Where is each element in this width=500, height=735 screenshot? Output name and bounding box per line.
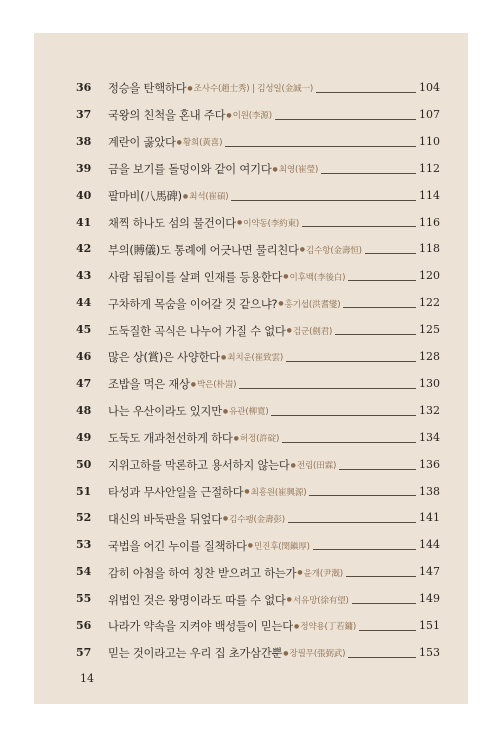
toc-entry[interactable] [34, 398, 468, 425]
bullet-icon: ● [297, 569, 303, 577]
entry-title: 감히 아첨을 하여 칭찬 받으려고 하는가 [108, 566, 297, 580]
entry-number: 42 [76, 242, 92, 256]
entry-number: 52 [76, 511, 92, 525]
leader-line [346, 576, 416, 577]
entry-text [108, 344, 418, 371]
entry-number: 53 [76, 538, 92, 552]
bullet-icon: ● [190, 380, 197, 388]
entry-page-number: 141 [419, 511, 440, 525]
toc-entry[interactable] [34, 613, 468, 640]
toc-entry[interactable] [34, 425, 468, 452]
entry-title: 정승을 탄핵하다 [108, 82, 187, 96]
entry-text [108, 371, 418, 398]
entry-title: 타성과 무사안일을 근절하다 [108, 485, 244, 499]
entry-title: 금을 보기를 돌덩이와 같이 여기다 [108, 163, 272, 177]
entry-number: 41 [76, 215, 92, 229]
leader-line [309, 495, 416, 496]
entry-text [108, 156, 418, 183]
entry-title: 국법을 어긴 누이를 질책하다 [108, 539, 247, 553]
leader-line [335, 334, 416, 335]
bullet-icon: ● [283, 273, 289, 281]
leader-line [313, 549, 416, 550]
entry-page-number: 147 [419, 565, 440, 579]
leader-line [348, 657, 416, 658]
entry-number: 36 [76, 81, 92, 94]
entry-number: 44 [76, 296, 92, 310]
entry-text [108, 640, 418, 667]
toc-entry[interactable] [34, 479, 468, 506]
entry-title: 조밥을 먹은 재상 [108, 378, 190, 392]
entry-text [108, 236, 418, 263]
entry-author: 최흥원(崔興源) [250, 487, 307, 498]
toc-entry[interactable] [34, 586, 468, 613]
entry-page-number: 132 [419, 403, 440, 417]
entry-number: 39 [76, 161, 92, 175]
entry-page-number: 104 [419, 81, 440, 94]
entry-text [108, 183, 418, 210]
toc-entry[interactable] [34, 156, 468, 183]
entry-page-number: 118 [419, 242, 440, 256]
entry-page-number: 110 [419, 134, 440, 148]
bullet-icon: ● [299, 246, 306, 254]
entry-author: 민진후(閔鎭厚) [253, 541, 310, 552]
bullet-icon: ● [222, 407, 229, 415]
bullet-icon: ● [187, 84, 193, 92]
toc-entry[interactable] [34, 102, 468, 129]
entry-author: 이약동(李約東) [243, 218, 300, 229]
toc-entry[interactable] [34, 317, 468, 344]
entry-page-number: 112 [419, 161, 440, 175]
entry-number: 37 [76, 107, 92, 121]
entry-page-number: 153 [419, 645, 440, 659]
entry-number: 55 [76, 592, 92, 606]
leader-line [339, 469, 416, 470]
bullet-icon: ● [278, 300, 284, 308]
entry-title: 도둑도 개과천선하게 하다 [108, 432, 233, 446]
leader-line [288, 522, 416, 523]
entry-author: 김수항(金壽恒) [306, 245, 362, 256]
toc-entry[interactable] [34, 210, 468, 237]
leader-line [275, 119, 416, 120]
bullet-icon: ● [244, 488, 250, 496]
toc-entry[interactable] [34, 344, 468, 371]
leader-line [365, 253, 416, 254]
toc-entry[interactable] [34, 505, 468, 532]
entry-number: 50 [76, 457, 92, 471]
entry-text [108, 398, 418, 425]
leader-line [316, 92, 416, 93]
leader-line [302, 226, 416, 227]
entry-page-number: 144 [419, 538, 440, 552]
toc-entry[interactable] [34, 236, 468, 263]
bullet-icon: ● [226, 111, 232, 119]
entry-title: 나는 우산이라도 있지만 [108, 405, 222, 419]
entry-number: 47 [76, 376, 92, 390]
entry-page-number: 114 [419, 188, 440, 202]
entry-title: 채찍 하나도 섬의 물건이다 [108, 216, 237, 230]
entry-text [108, 317, 418, 344]
entry-text [108, 75, 418, 102]
entry-author: 윤개(尹漑) [303, 568, 343, 579]
entry-author: 조사수(趙士秀) | 김성일(金誠一) [193, 84, 313, 95]
toc-entry[interactable] [34, 371, 468, 398]
entry-title: 구차하게 목숨을 이어갈 것 같으냐? [108, 297, 278, 311]
entry-author: 허정(許碇) [239, 434, 280, 445]
entry-title: 많은 상(賞)은 사양한다 [108, 351, 220, 365]
entry-title: 국왕의 친척을 혼내 주다 [108, 109, 226, 123]
entry-text [108, 129, 418, 156]
entry-page-number: 134 [419, 430, 440, 444]
bullet-icon: ● [286, 596, 292, 604]
entry-page-number: 136 [419, 457, 440, 471]
toc-entry[interactable] [34, 263, 468, 290]
entry-author: 박은(朴訔) [197, 380, 237, 391]
leader-line [282, 442, 416, 443]
entry-page-number: 122 [419, 296, 440, 310]
entry-page-number: 138 [419, 484, 440, 498]
entry-author: 황희(黃喜) [182, 138, 223, 149]
entry-text [108, 479, 418, 506]
entry-author: 최석(崔碩) [189, 192, 229, 203]
bullet-icon: ● [237, 219, 243, 227]
leader-line [321, 173, 416, 174]
entry-text [108, 263, 418, 290]
bullet-icon: ● [247, 542, 253, 550]
entry-author: 이원(李源) [232, 111, 272, 122]
entry-author: 이후백(李後白) [289, 272, 346, 283]
leader-line [239, 388, 416, 389]
entry-author: 김수팽(金壽彭) [229, 514, 285, 525]
entry-page-number: 116 [419, 215, 440, 229]
entry-author: 전림(田霖) [296, 461, 337, 472]
entry-number: 38 [76, 134, 92, 148]
entry-title: 계란이 곯았다 [108, 136, 176, 150]
leader-line [359, 630, 416, 631]
leader-line [286, 361, 416, 362]
entry-number: 40 [76, 188, 92, 202]
entry-page-number: 149 [419, 592, 440, 606]
entry-text [108, 290, 418, 317]
entry-page-number: 107 [419, 107, 440, 121]
entry-text [108, 505, 418, 532]
entry-text [108, 102, 418, 129]
entry-page-number: 151 [419, 619, 440, 632]
toc-entry[interactable] [34, 183, 468, 210]
entry-text [108, 210, 418, 237]
entry-author: 검군(劍君) [292, 326, 333, 337]
entry-author: 서유망(徐有望) [292, 595, 349, 606]
entry-text [108, 452, 418, 479]
book-page [34, 33, 468, 704]
entry-text [108, 586, 418, 613]
entry-page-number: 125 [419, 323, 440, 337]
entry-number: 57 [76, 645, 92, 659]
entry-title: 사람 됨됨이를 살펴 인재를 등용한다 [108, 270, 283, 284]
entry-text [108, 532, 418, 559]
entry-author: 장필무(張弼武) [289, 649, 346, 660]
entry-author: 정약용(丁若鏞) [300, 622, 357, 633]
toc-entry[interactable] [34, 75, 468, 102]
entry-title: 도둑질한 곡식은 나누어 가질 수 없다 [108, 324, 286, 338]
entry-page-number: 128 [419, 350, 440, 363]
entry-number: 45 [76, 323, 92, 337]
entry-title: 팔마비(八馬碑) [108, 190, 182, 204]
bullet-icon: ● [290, 461, 296, 469]
entry-title: 지위고하를 막론하고 용서하지 않는다 [108, 459, 290, 473]
entry-author: 유관(柳寬) [229, 407, 269, 418]
toc-entry[interactable] [34, 290, 468, 317]
bullet-icon: ● [182, 192, 189, 200]
page-folio: 14 [80, 672, 94, 685]
leader-line [352, 603, 416, 604]
entry-text [108, 613, 418, 640]
entry-number: 46 [76, 350, 92, 363]
bullet-icon: ● [221, 353, 227, 361]
toc-entry[interactable] [34, 559, 468, 586]
leader-line [225, 146, 416, 147]
toc-entry[interactable] [34, 129, 468, 156]
leader-line [271, 415, 416, 416]
leader-line [343, 307, 416, 308]
toc-entry[interactable] [34, 640, 468, 667]
leader-line [231, 200, 416, 201]
bullet-icon: ● [272, 165, 278, 173]
entry-number: 43 [76, 269, 92, 283]
bullet-icon: ● [233, 434, 239, 442]
entry-author: 최영(崔瑩) [278, 165, 319, 176]
entry-author: 홍기섭(洪耆燮) [284, 299, 341, 310]
entry-page-number: 120 [419, 269, 440, 283]
entry-title: 나라가 약속을 지켜야 백성들이 믿는다 [108, 620, 293, 634]
entry-page-number: 130 [419, 376, 440, 390]
leader-line [348, 280, 416, 281]
entry-number: 56 [76, 619, 92, 632]
entry-number: 54 [76, 565, 92, 579]
entry-title: 위법인 것은 왕명이라도 따를 수 없다 [108, 593, 286, 607]
bullet-icon: ● [222, 515, 229, 523]
bullet-icon: ● [286, 327, 292, 335]
entry-text [108, 559, 418, 586]
entry-author: 최치운(崔致雲) [227, 353, 284, 364]
entry-title: 대신의 바둑판을 뒤엎다 [108, 512, 222, 526]
bullet-icon: ● [283, 649, 289, 657]
bullet-icon: ● [293, 622, 300, 630]
toc-entry[interactable] [34, 532, 468, 559]
entry-text [108, 425, 418, 452]
entry-number: 49 [76, 430, 92, 444]
toc-entry[interactable] [34, 452, 468, 479]
bullet-icon: ● [176, 138, 182, 146]
entry-title: 믿는 것이라고는 우리 집 초가삼간뿐 [108, 647, 283, 661]
entry-number: 48 [76, 403, 92, 417]
entry-number: 51 [76, 484, 92, 498]
entry-title: 부의(賻儀)도 통례에 어긋나면 물리친다 [108, 243, 299, 257]
